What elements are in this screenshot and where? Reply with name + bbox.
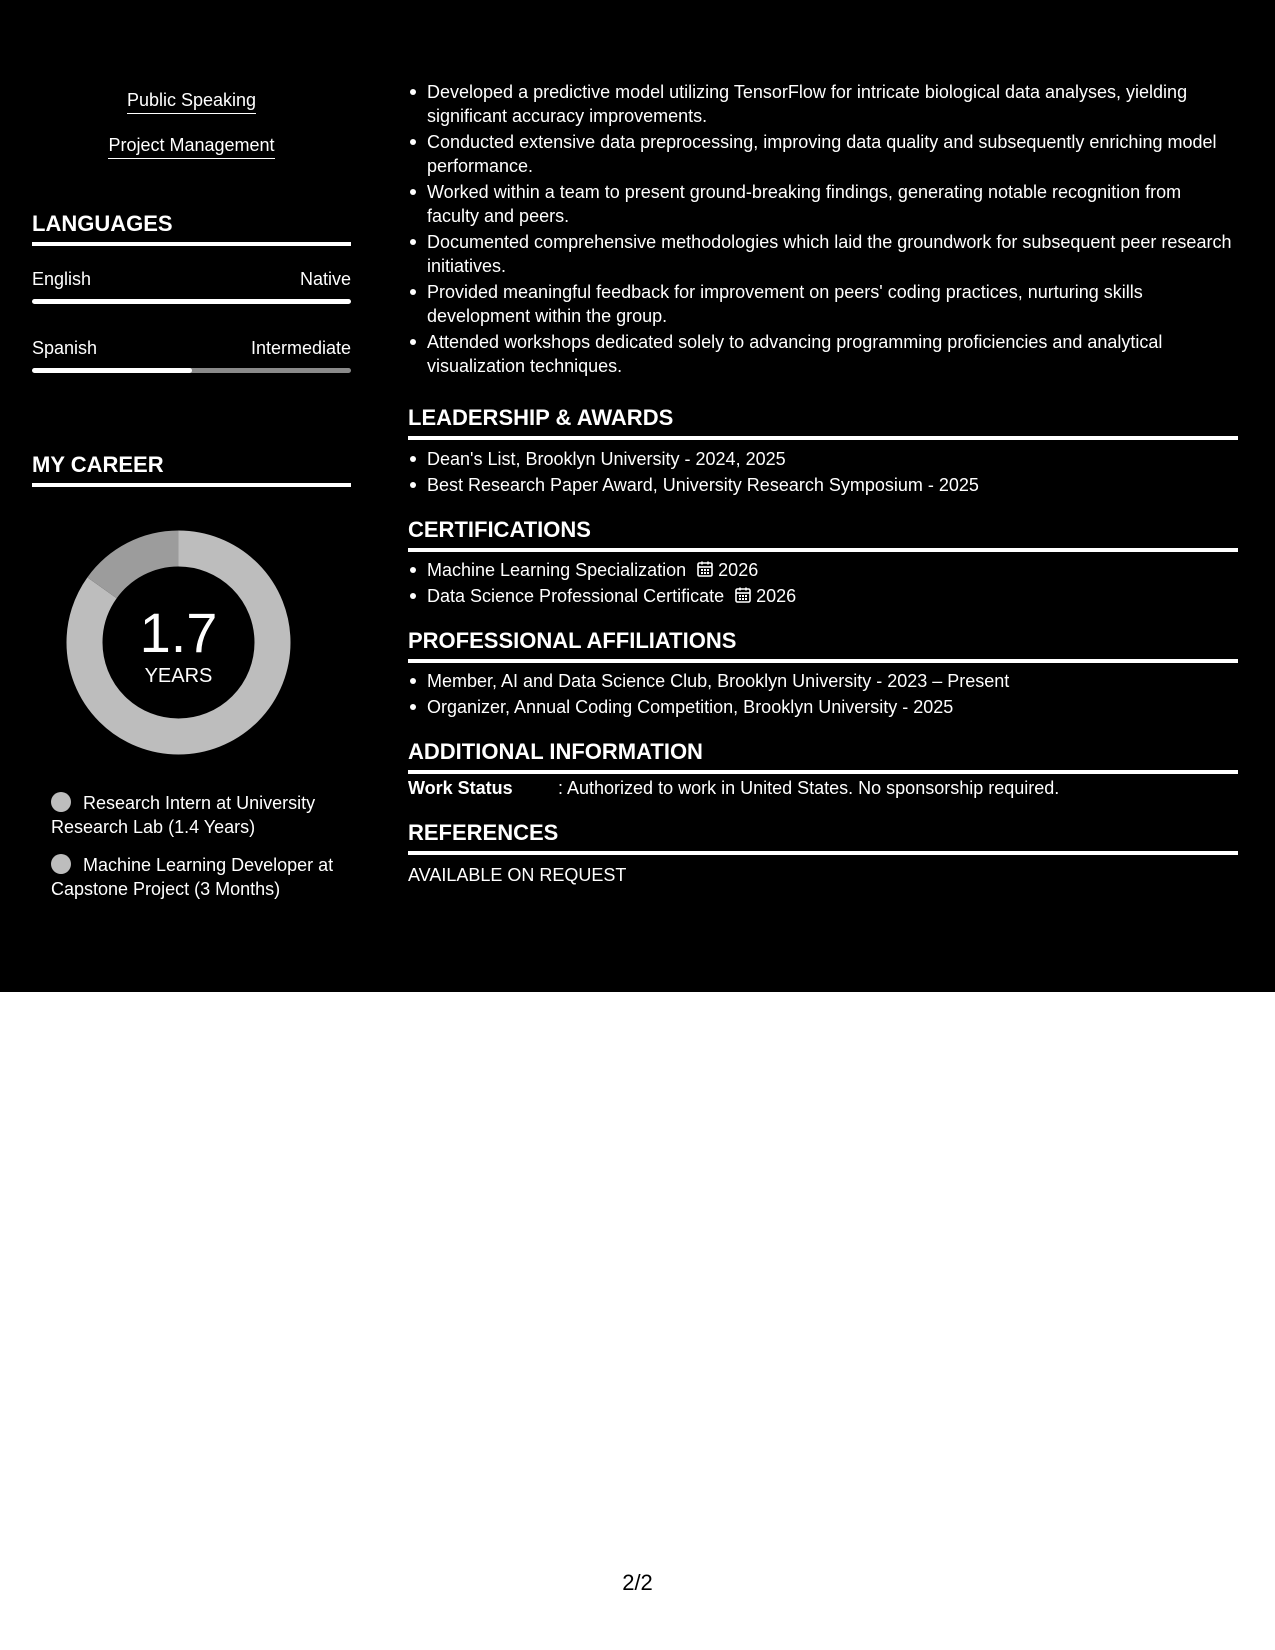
calendar-icon [734,586,752,604]
list-item: Organizer, Annual Coding Competition, Brooklyn University - 2025 [408,695,1238,719]
career-donut-chart [66,530,291,755]
work-status-label: Work Status [408,778,513,798]
page-number: 2/2 [622,1570,653,1595]
skill-project-management [32,133,351,159]
list-item: Dean's List, Brooklyn University - 2024, 2025 [408,447,1238,471]
work-status-value: : Authorized to work in United States. No sponsorship required. [558,778,1060,798]
list-item: Documented comprehensive methodologies which laid the groundwork for subsequent peer research initiatives. [408,230,1238,278]
language-bar-fill [32,368,192,373]
certifications-section [408,558,1238,610]
certification-item [408,584,1238,608]
career-total-unit: YEARS [144,665,213,687]
certifications-heading: CERTIFICATIONS [408,516,1238,552]
career-item-text: Research Intern at University Research Lab (1.4 Years) [51,793,316,837]
certification-name: Data Science Professional Certificate [427,586,725,606]
language-row-english [32,268,351,290]
career-item-text: Machine Learning Developer at Capstone Project (3 Months) [51,855,334,899]
list-item: Member, AI and Data Science Club, Brooklyn University - 2023 – Present [408,669,1238,693]
certification-year: 2026 [756,586,797,606]
career-legend-dot [51,792,71,812]
experience-list [408,80,1238,378]
work-status-row [408,778,1238,799]
list-item: Worked within a team to present ground-breaking findings, generating notable recognition from faculty and peers. [408,180,1238,228]
languages-heading: LANGUAGES [32,210,351,246]
career-legend-dot [51,854,71,874]
list-item: Attended workshops dedicated solely to advancing programming proficiencies and analytical visualization techniques. [408,330,1238,378]
leadership-section [408,447,1238,499]
affiliations-section [408,669,1238,721]
experience-bullets [408,80,1238,380]
language-bar-english [32,299,351,304]
career-total-years: 1.7 [139,601,218,664]
additional-info-heading: ADDITIONAL INFORMATION [408,738,1238,774]
skill-label: Project Management [108,133,274,159]
career-heading: MY CAREER [32,451,351,487]
affiliations-list [408,669,1238,719]
leadership-heading: LEADERSHIP & AWARDS [408,404,1238,440]
language-level: Intermediate [250,338,351,358]
certification-year: 2026 [718,560,759,580]
list-item: Provided meaningful feedback for improvement on peers' coding practices, nurturing skills development within the group. [408,280,1238,328]
certifications-list [408,558,1238,608]
language-name: Spanish [32,338,98,358]
language-level: Native [299,269,351,289]
skill-label: Public Speaking [127,88,256,114]
career-item [51,853,341,901]
certification-name: Machine Learning Specialization [427,560,687,580]
leadership-list [408,447,1238,497]
list-item: Best Research Paper Award, University Research Symposium - 2025 [408,473,1238,497]
list-item: Developed a predictive model utilizing TensorFlow for intricate biological data analyses, yielding significant accuracy improvements. [408,80,1238,128]
language-name: English [32,269,92,289]
references-heading: REFERENCES [408,819,1238,855]
language-row-spanish [32,337,351,359]
skill-public-speaking [32,88,351,114]
references-text: AVAILABLE ON REQUEST [408,865,627,885]
certification-item [408,558,1238,582]
list-item: Conducted extensive data preprocessing, improving data quality and subsequently enriching model performance. [408,130,1238,178]
career-item [51,791,341,839]
language-bar-spanish [32,368,351,373]
language-bar-fill [32,299,351,304]
affiliations-heading: PROFESSIONAL AFFILIATIONS [408,627,1238,663]
calendar-icon [696,560,714,578]
